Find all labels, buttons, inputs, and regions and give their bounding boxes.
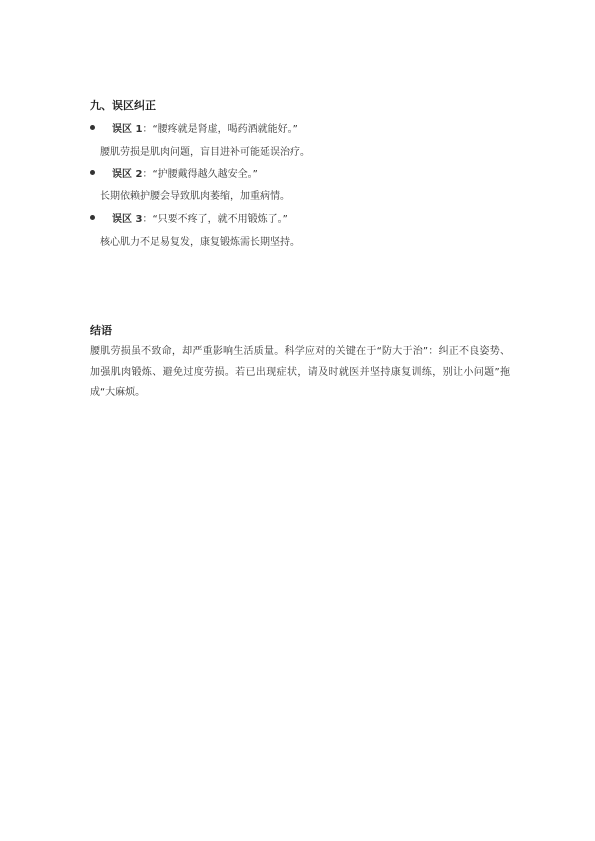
- conclusion-paragraph: 腰肌劳损虽不致命，却严重影响生活质量。科学应对的关键在于“防大于治”：纠正不良姿势、加强肌肉锻炼、避免过度劳损。若已出现症状，请及时就医并坚持康复训练，别让小问题”拖成“大麻烦。: [90, 346, 510, 398]
- misconception-label: 误区 2: [112, 169, 143, 180]
- bullet-icon: [90, 170, 95, 175]
- misconception-label: 误区 1: [112, 124, 143, 135]
- misconception-quote: “只要不疼了，就不用锻炼了。”: [152, 214, 288, 225]
- misconception-explanation-1: 腰肌劳损是肌肉问题，盲目进补可能延误治疗。: [100, 147, 310, 158]
- conclusion-heading: 结语: [90, 324, 112, 337]
- misconception-explanation-3: 核心肌力不足易复发，康复锻炼需长期坚持。: [100, 237, 300, 248]
- misconception-quote: “护腰戴得越久越安全。”: [152, 169, 258, 180]
- section-nine-heading: 九、误区纠正: [90, 99, 156, 112]
- misconception-explanation-2: 长期依赖护腰会导致肌肉萎缩，加重病情。: [100, 191, 290, 202]
- misconception-item-3: [90, 210, 510, 226]
- misconception-colon: ：: [142, 214, 153, 225]
- misconception-quote: “腰疼就是肾虚，喝药酒就能好。”: [152, 124, 298, 135]
- misconception-colon: ：: [142, 124, 153, 135]
- misconception-item-2: [90, 165, 510, 181]
- misconception-item-1: [90, 120, 510, 136]
- bullet-icon: [90, 125, 95, 130]
- misconception-label: 误区 3: [112, 214, 143, 225]
- bullet-icon: [90, 215, 95, 220]
- misconception-colon: ：: [142, 169, 153, 180]
